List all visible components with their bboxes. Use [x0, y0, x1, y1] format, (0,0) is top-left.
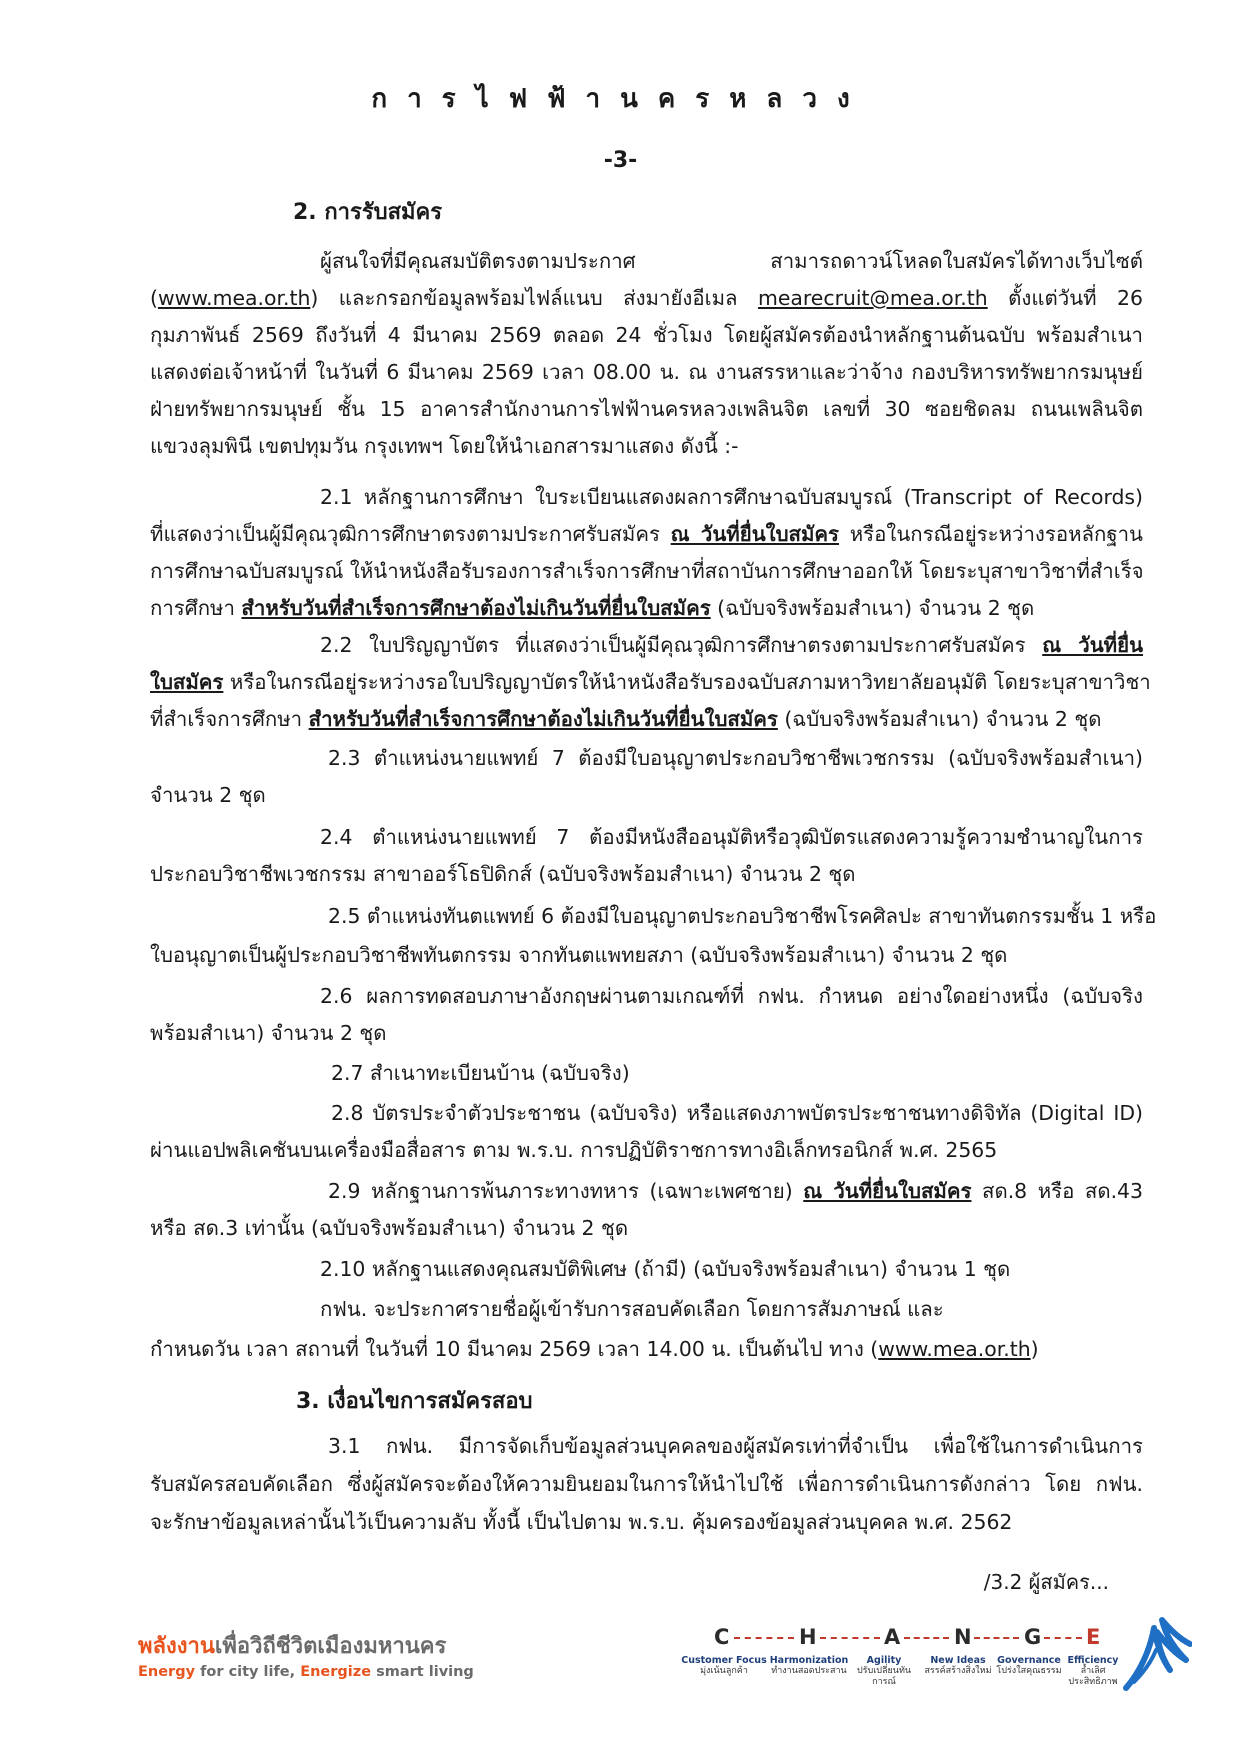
item-2-6-line-1: 2.6 ผลการทดสอบภาษาอังกฤษผ่านตามเกณฑ์ที่ กฟน. กำหนด อย่างใดอย่างหนึ่ง (ฉบับจริง [320, 984, 1143, 1008]
item-2-9-line-2: หรือ สด.3 เท่านั้น (ฉบับจริงพร้อมสำเนา) จำนวน 2 ชุด [150, 1216, 629, 1240]
change-dash [904, 1637, 949, 1639]
announce-line-2: กำหนดวัน เวลา สถานที่ ในวันที่ 10 มีนาคม 2569 เวลา 14.00 น. เป็นต้นไป ทาง (www.mea.or.th) [150, 1337, 1039, 1361]
item-2-4-line-1: 2.4 ตำแหน่งนายแพทย์ 7 ต้องมีหนังสืออนุมัติหรือวุฒิบัตรแสดงความรู้ความชำนาญในการ [320, 825, 1143, 849]
item-3-1-line-2: รับสมัครสอบคัดเลือก ซึ่งผู้สมัครจะต้องให้ความยินยอมในการให้นำไปใช้ เพื่อการดำเนินการดังกล่าว โดย กฟน. [150, 1472, 1143, 1496]
email-link[interactable]: mearecruit@mea.or.th [757, 286, 988, 310]
change-label-a: Agility ปรับเปลี่ยนทันการณ์ [856, 1655, 912, 1687]
intro-line-2: (www.mea.or.th) และกรอกข้อมูลพร้อมไฟล์แนบ ส่งมายังอีเมล mearecruit@mea.or.th ตั้งแต่วันที่ 26 [150, 286, 1143, 310]
change-label-c: Customer Focus มุ่งเน้นลูกค้า [681, 1655, 767, 1676]
item-3-1-line-1: 3.1 กฟน. มีการจัดเก็บข้อมูลส่วนบุคคลของผู้สมัครเท่าที่จำเป็น เพื่อใช้ในการดำเนินการ [328, 1434, 1143, 1458]
announce-line-1: กฟน. จะประกาศรายชื่อผู้เข้ารับการสอบคัดเลือก โดยการสัมภาษณ์ และ [320, 1297, 944, 1321]
item-2-3-line-2: จำนวน 2 ชุด [150, 783, 266, 807]
change-label-h: Harmonization ทำงานสอดประสาน [769, 1655, 849, 1676]
intro-line-3: กุมภาพันธ์ 2569 ถึงวันที่ 4 มีนาคม 2569 ตลอด 24 ชั่วโมง โดยผู้สมัครต้องนำหลักฐานต้นฉบับ พร้อมสำเนา [150, 323, 1143, 347]
item-2-2-line-1: 2.2 ใบปริญญาบัตร ที่แสดงว่าเป็นผู้มีคุณวุฒิการศึกษาตรงตามประกาศรับสมัคร ณ วันที่ยื่น [320, 633, 1144, 657]
item-2-4-line-2: ประกอบวิชาชีพเวชกรรม สาขาออร์โธปิดิกส์ (ฉบับจริงพร้อมสำเนา) จำนวน 2 ชุด [150, 862, 856, 886]
change-letter-n: N [954, 1625, 972, 1649]
change-label-g: Governance โปร่งใสคุณธรรม [996, 1655, 1062, 1676]
change-values-banner [681, 1625, 1119, 1705]
item-2-8-line-2: ผ่านแอปพลิเคชันบนเครื่องมือสื่อสาร ตาม พ.ร.บ. การปฏิบัติราชการทางอิเล็กทรอนิกส์ พ.ศ. 2565 [150, 1138, 998, 1162]
item-2-1-line-3: การศึกษาฉบับสมบูรณ์ ให้นำหนังสือรับรองการสำเร็จการศึกษาที่สถาบันการศึกษาออกให้ โดยระบุสาขาวิชาที่สำเร็จ [150, 559, 1144, 583]
change-letter-h: H [799, 1625, 817, 1649]
intro-line-1: ผู้สนใจที่มีคุณสมบัติตรงตามประกาศ สามารถดาวน์โหลดใบสมัครได้ทางเว็บไซต์ [320, 249, 1143, 273]
mea-logo-icon [1120, 1610, 1192, 1692]
continued-marker: /3.2 ผู้สมัคร... [983, 1570, 1109, 1594]
change-dash [974, 1637, 1019, 1639]
change-dash [1044, 1637, 1082, 1639]
item-2-6-line-2: พร้อมสำเนา) จำนวน 2 ชุด [150, 1021, 387, 1045]
item-2-1-line-4: การศึกษา สำหรับวันที่สำเร็จการศึกษาต้องไม่เกินวันที่ยื่นใบสมัคร (ฉบับจริงพร้อมสำเนา) จำนวน 2 ชุด [150, 596, 1035, 620]
item-3-1-line-3: จะรักษาข้อมูลเหล่านั้นไว้เป็นความลับ ทั้งนี้ เป็นไปตาม พ.ร.บ. คุ้มครองข้อมูลส่วนบุคคล พ.ศ. 2562 [150, 1510, 1013, 1534]
item-2-2-line-3: ที่สำเร็จการศึกษา สำหรับวันที่สำเร็จการศึกษาต้องไม่เกินวันที่ยื่นใบสมัคร (ฉบับจริงพร้อมสำเนา) จำนวน 2 ชุด [150, 707, 1102, 731]
change-label-e: Efficiency ล้ำเลิศประสิทธิภาพ [1067, 1655, 1119, 1687]
item-2-3-line-1: 2.3 ตำแหน่งนายแพทย์ 7 ต้องมีใบอนุญาตประกอบวิชาชีพเวชกรรม (ฉบับจริงพร้อมสำเนา) [328, 746, 1143, 770]
change-letter-a: A [884, 1625, 901, 1649]
intro-line-4: แสดงต่อเจ้าหน้าที่ ในวันที่ 6 มีนาคม 2569 เวลา 08.00 น. ณ งานสรรหาและว่าจ้าง กองบริหารทรัพยากรมนุษย์ [150, 360, 1143, 384]
footer-slogan-en: Energy for city life, Energize smart living [138, 1664, 474, 1680]
item-2-1-line-2: ที่แสดงว่าเป็นผู้มีคุณวุฒิการศึกษาตรงตามประกาศรับสมัคร ณ วันที่ยื่นใบสมัคร หรือในกรณีอยู่ระหว่างรอหลักฐาน [150, 522, 1143, 546]
section-3-heading: 3. เงื่อนไขการสมัครสอบ [296, 1389, 533, 1414]
change-letter-g: G [1024, 1625, 1042, 1649]
change-dash [734, 1637, 794, 1639]
item-2-7: 2.7 สำเนาทะเบียนบ้าน (ฉบับจริง) [331, 1061, 630, 1085]
website-link-2[interactable]: www.mea.or.th [878, 1337, 1031, 1361]
page-number: -3- [603, 148, 638, 173]
change-letter-c: C [714, 1625, 730, 1649]
website-link[interactable]: www.mea.or.th [157, 286, 311, 310]
change-label-n: New Ideas สรรค์สร้างสิ่งใหม่ [924, 1655, 992, 1676]
intro-line-5: ฝ่ายทรัพยากรมนุษย์ ชั้น 15 อาคารสำนักงานการไฟฟ้านครหลวงเพลินจิต เลขที่ 30 ซอยชิดลม ถนนเพลินจิต [150, 397, 1143, 421]
item-2-5-line-1: 2.5 ตำแหน่งทันตแพทย์ 6 ต้องมีใบอนุญาตประกอบวิชาชีพโรคศิลปะ สาขาทันตกรรมชั้น 1 หรือ [328, 904, 1157, 928]
change-dash [820, 1637, 880, 1639]
item-2-2-line-2: ใบสมัคร หรือในกรณีอยู่ระหว่างรอใบปริญญาบัตรให้นำหนังสือรับรองฉบับสภามหาวิทยาลัยอนุมัติ โดยระบุสาขาวิชา [150, 670, 1151, 694]
section-2-heading: 2. การรับสมัคร [293, 200, 443, 225]
footer-slogan-th: พลังงานเพื่อวิถีชีวิตเมืองมหานคร [138, 1634, 447, 1659]
change-letter-e: E [1086, 1625, 1101, 1649]
item-2-8-line-1: 2.8 บัตรประจำตัวประชาชน (ฉบับจริง) หรือแสดงภาพบัตรประชาชนทางดิจิทัล (Digital ID) [331, 1101, 1143, 1125]
page-title: การไฟฟ้านครหลวง [371, 84, 870, 114]
item-2-10: 2.10 หลักฐานแสดงคุณสมบัติพิเศษ (ถ้ามี) (ฉบับจริงพร้อมสำเนา) จำนวน 1 ชุด [320, 1257, 1011, 1281]
intro-line-6: แขวงลุมพินี เขตปทุมวัน กรุงเทพฯ โดยให้นำเอกสารมาแสดง ดังนี้ :- [150, 434, 739, 458]
item-2-5-line-2: ใบอนุญาตเป็นผู้ประกอบวิชาชีพทันตกรรม จากทันตแพทยสภา (ฉบับจริงพร้อมสำเนา) จำนวน 2 ชุด [150, 943, 1008, 967]
item-2-9-line-1: 2.9 หลักฐานการพ้นภาระทางทหาร (เฉพาะเพศชาย) ณ วันที่ยื่นใบสมัคร สด.8 หรือ สด.43 [328, 1179, 1143, 1203]
item-2-1-line-1: 2.1 หลักฐานการศึกษา ใบระเบียนแสดงผลการศึกษาฉบับสมบูรณ์ (Transcript of Records) [320, 485, 1143, 509]
